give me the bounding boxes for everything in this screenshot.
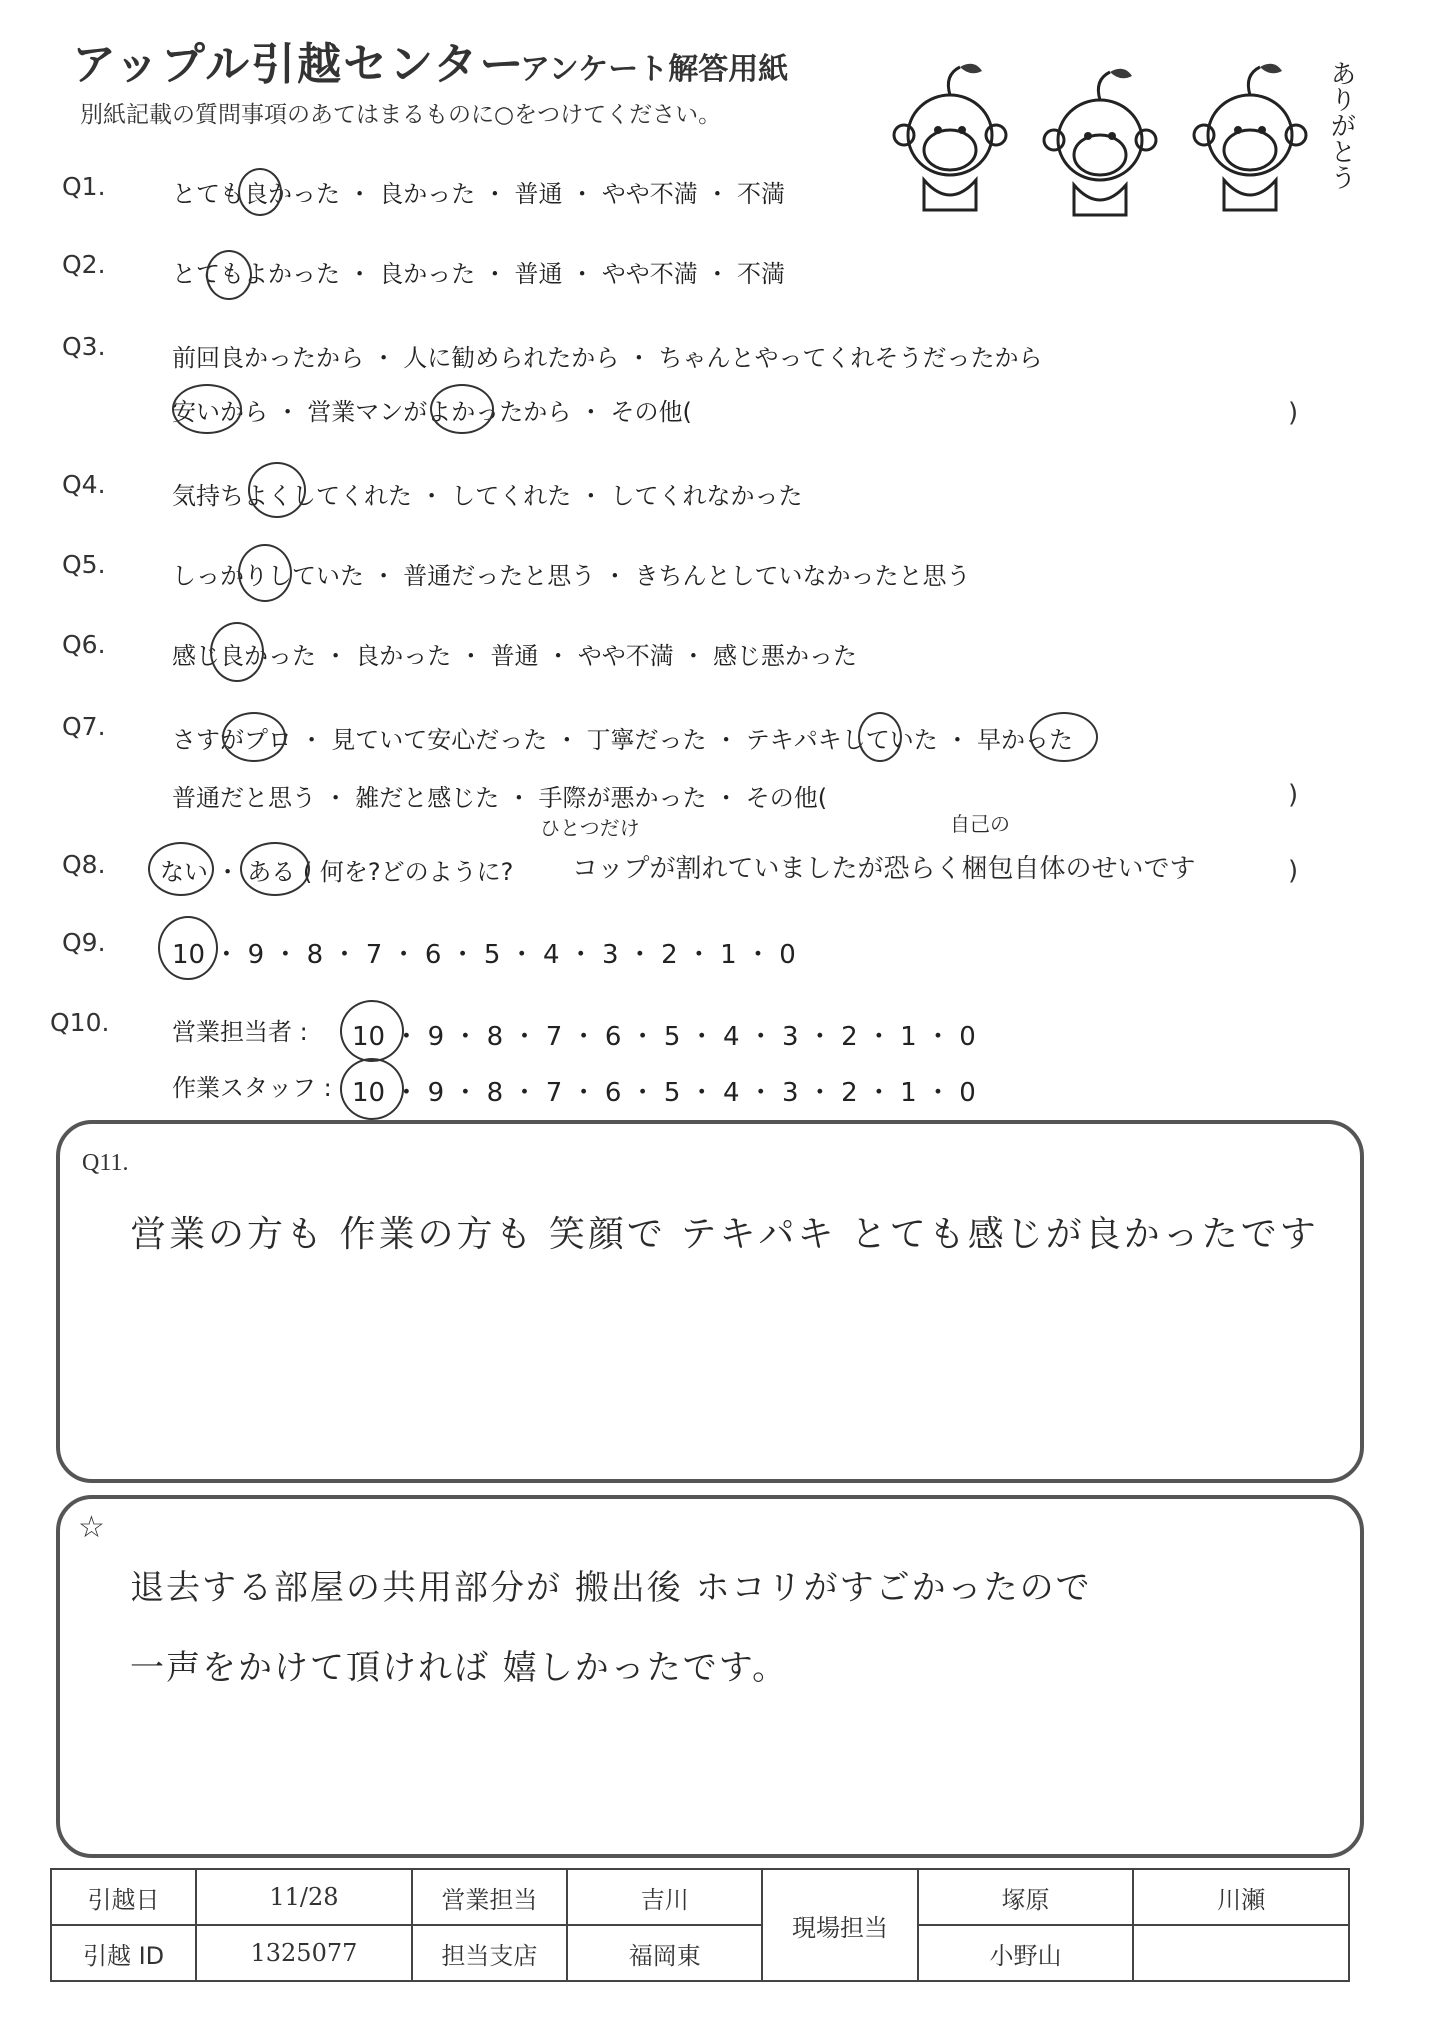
q2-options[interactable]: とてもよかった ・ 良かった ・ 普通 ・ やや不満 ・ 不満 [172, 260, 786, 288]
q6-options[interactable]: 感じ良かった ・ 良かった ・ 普通 ・ やや不満 ・ 感じ悪かった [172, 642, 858, 670]
q7-answer-circle-pro [222, 712, 286, 762]
branch-label: 担当支店 [412, 1925, 567, 1981]
q10-sales-scale[interactable]: 10 ・ 9 ・ 8 ・ 7 ・ 6 ・ 5 ・ 4 ・ 3 ・ 2 ・ 1 ・ 0 [352, 1022, 976, 1052]
field-rep-label: 現場担当 [762, 1869, 917, 1981]
footer-info-table [50, 1868, 1350, 1982]
q5-options[interactable]: しっかりしていた ・ 普通だったと思う ・ きちんとしていなかったと思う [172, 562, 971, 590]
q7-label: Q7. [62, 712, 106, 741]
q6-answer-circle [210, 622, 264, 682]
field-rep-value-2: 川瀬 [1133, 1869, 1349, 1925]
move-date-value: 11/28 [196, 1869, 412, 1925]
q3-answer-circle-cheap [172, 384, 242, 434]
q11-comment-box [56, 1120, 1364, 1483]
q11-handwritten-answer: 営業の方も 作業の方も 笑顔で テキパキ とても感じが良かったです [130, 1214, 1319, 1255]
q8-label: Q8. [62, 850, 106, 879]
q10-sales-label: 営業担当者 : [172, 1018, 308, 1046]
field-rep-value-1: 塚原 [918, 1869, 1134, 1925]
star-label: ☆ [78, 1511, 105, 1544]
q3-label: Q3. [62, 332, 106, 361]
move-date-label: 引越日 [51, 1869, 196, 1925]
q3-answer-circle-sales [430, 384, 494, 434]
q10-sales-answer-circle [340, 1000, 404, 1062]
q4-label: Q4. [62, 470, 106, 499]
q3-close-paren: ) [1288, 398, 1299, 428]
q8-handwritten-annotation-own: 自己の [950, 812, 1010, 836]
q4-answer-circle [248, 462, 306, 518]
q2-answer-circle [206, 250, 252, 300]
q1-options[interactable]: とても良かった ・ 良かった ・ 普通 ・ やや不満 ・ 不満 [172, 180, 786, 208]
q3-options-line2[interactable]: 安いから ・ 営業マンがよかったから ・ その他( [172, 398, 692, 426]
q9-scale[interactable]: 10 ・ 9 ・ 8 ・ 7 ・ 6 ・ 5 ・ 4 ・ 3 ・ 2 ・ 1 ・ 0 [172, 940, 796, 970]
company-title: アップル引越センター [72, 39, 526, 90]
q5-answer-circle [238, 544, 292, 602]
q6-label: Q6. [62, 630, 106, 659]
q7-options-line1[interactable]: さすがプロ ・ 見ていて安心だった ・ 丁寧だった ・ テキパキしていた ・ 早かった [172, 726, 1074, 754]
q10-staff-scale[interactable]: 10 ・ 9 ・ 8 ・ 7 ・ 6 ・ 5 ・ 4 ・ 3 ・ 2 ・ 1 ・ 0 [352, 1078, 976, 1108]
q8-handwritten-answer: コップが割れていましたが恐らく梱包自体のせいです [572, 854, 1196, 884]
q7-answer-circle-fast [1030, 712, 1098, 762]
q8-options[interactable]: ない ・ ある ( 何を?どのように? [160, 858, 514, 886]
q2-label: Q2. [62, 250, 106, 279]
q1-label: Q1. [62, 172, 106, 201]
additional-comment-line2: 一声をかけて頂ければ 嬉しかったです。 [130, 1648, 789, 1688]
q10-staff-label: 作業スタッフ : [172, 1074, 332, 1102]
q7-close-paren: ) [1288, 780, 1299, 810]
q8-answer-circle-none [148, 842, 214, 896]
instruction-text: 別紙記載の質問事項のあてはまるものに○をつけてください。 [80, 102, 722, 128]
q7-answer-circle-tekipaki [858, 712, 902, 762]
q10-staff-answer-circle [340, 1058, 404, 1120]
move-id-label: 引越 ID [51, 1925, 196, 1981]
branch-value: 福岡東 [567, 1925, 763, 1981]
q1-answer-circle [238, 168, 282, 216]
field-rep-value-3: 小野山 [918, 1925, 1134, 1981]
form-subtitle: アンケート解答用紙 [520, 52, 789, 87]
q9-answer-circle [158, 916, 218, 980]
q10-label: Q10. [50, 1008, 110, 1037]
q11-label: Q11. [82, 1150, 129, 1176]
additional-comment-line1: 退去する部屋の共用部分が 搬出後 ホコリがすごかったので [130, 1568, 1092, 1608]
q8-answer-circle-yes [240, 842, 310, 896]
field-rep-empty-cell [1133, 1925, 1349, 1981]
q8-handwritten-annotation-one: ひとつだけ [540, 816, 640, 840]
q4-options[interactable]: 気持ちよくしてくれた ・ してくれた ・ してくれなかった [172, 482, 803, 510]
q7-options-line2[interactable]: 普通だと思う ・ 雑だと感じた ・ 手際が悪かった ・ その他( [172, 784, 828, 812]
monkey-mascot-illustration [880, 40, 1340, 230]
thanks-text: ありがとう [1326, 60, 1356, 190]
q5-label: Q5. [62, 550, 106, 579]
sales-rep-value: 吉川 [567, 1869, 763, 1925]
q8-close-paren: ) [1288, 856, 1299, 886]
q3-options-line1[interactable]: 前回良かったから ・ 人に勧められたから ・ ちゃんとやってくれそうだったから [172, 344, 1043, 372]
sales-rep-label: 営業担当 [412, 1869, 567, 1925]
move-id-value: 1325077 [196, 1925, 412, 1981]
q9-label: Q9. [62, 928, 106, 957]
